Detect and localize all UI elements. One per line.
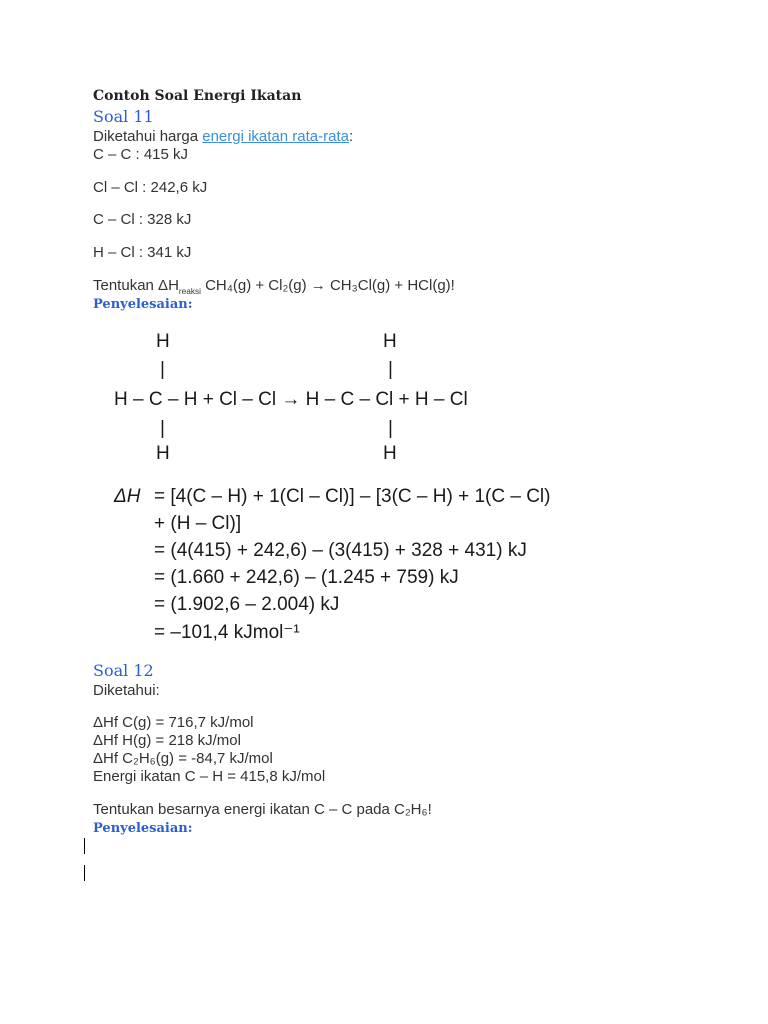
soal-11-intro — [93, 128, 353, 145]
bond-energy-clcl: Cl – Cl : 242,6 kJ — [93, 179, 208, 196]
soal-11-question — [93, 277, 455, 296]
fact-3: ΔHf C₂H₆(g) = -84,7 kJ/mol — [93, 750, 273, 767]
calc-line-6: = –101,4 kJmol⁻¹ — [154, 622, 300, 643]
soal-11-heading: Soal 11 — [93, 107, 154, 126]
soal-12-intro: Diketahui: — [93, 682, 160, 699]
delta-h-label: ΔH — [114, 486, 141, 507]
calc-line-2: + (H – Cl)] — [154, 513, 242, 534]
bottom-h-right: H — [383, 443, 397, 464]
solution-image — [100, 325, 660, 645]
energi-ikatan-link[interactable]: energi ikatan rata-rata — [202, 128, 349, 145]
intro-text: Diketahui harga — [93, 128, 203, 145]
calc-line-4: = (1.660 + 242,6) – (1.245 + 759) kJ — [154, 567, 459, 588]
question-reaction: CH₄(g) + Cl₂(g) → CH₃Cl(g) + HCl(g)! — [200, 277, 455, 294]
top-h-left: H — [156, 331, 170, 352]
question-prefix: Tentukan ΔH — [93, 277, 179, 294]
bottom-bond-right: | — [388, 418, 393, 439]
fact-2: ΔHf H(g) = 218 kJ/mol — [93, 732, 241, 749]
calc-line-5: = (1.902,6 – 2.004) kJ — [154, 594, 340, 615]
bottom-h-left: H — [156, 443, 170, 464]
fact-4: Energi ikatan C – H = 415,8 kJ/mol — [93, 768, 326, 785]
text-cursor[interactable] — [84, 865, 85, 881]
intro-colon: : — [348, 128, 354, 145]
page-title: Contoh Soal Energi Ikatan — [93, 88, 302, 104]
soal-11-solution-label: Penyelesaian: — [93, 297, 193, 312]
text-cursor[interactable] — [84, 838, 85, 854]
bond-energy-cc: C – C : 415 kJ — [93, 146, 189, 163]
top-bond-right: | — [388, 359, 393, 380]
soal-12-heading: Soal 12 — [93, 661, 154, 680]
calc-line-1: = [4(C – H) + 1(Cl – Cl)] – [3(C – H) + 1(C – Cl) — [154, 486, 551, 507]
top-bond-left: | — [160, 359, 165, 380]
soal-12-solution-label: Penyelesaian: — [93, 821, 193, 836]
calc-line-3: = (4(415) + 242,6) – (3(415) + 328 + 431) kJ — [154, 540, 527, 561]
bottom-bond-left: | — [160, 418, 165, 439]
top-h-right: H — [383, 331, 397, 352]
soal-12-question: Tentukan besarnya energi ikatan C – C pada C₂H₆! — [93, 801, 432, 818]
bond-energy-ccl: C – Cl : 328 kJ — [93, 211, 192, 228]
question-sub: reaksi — [178, 287, 201, 296]
fact-1: ΔHf C(g) = 716,7 kJ/mol — [93, 714, 254, 731]
reaction-equation: H – C – H + Cl – Cl → H – C – Cl + H – Cl — [114, 389, 468, 410]
bond-energy-hcl: H – Cl : 341 kJ — [93, 244, 192, 261]
